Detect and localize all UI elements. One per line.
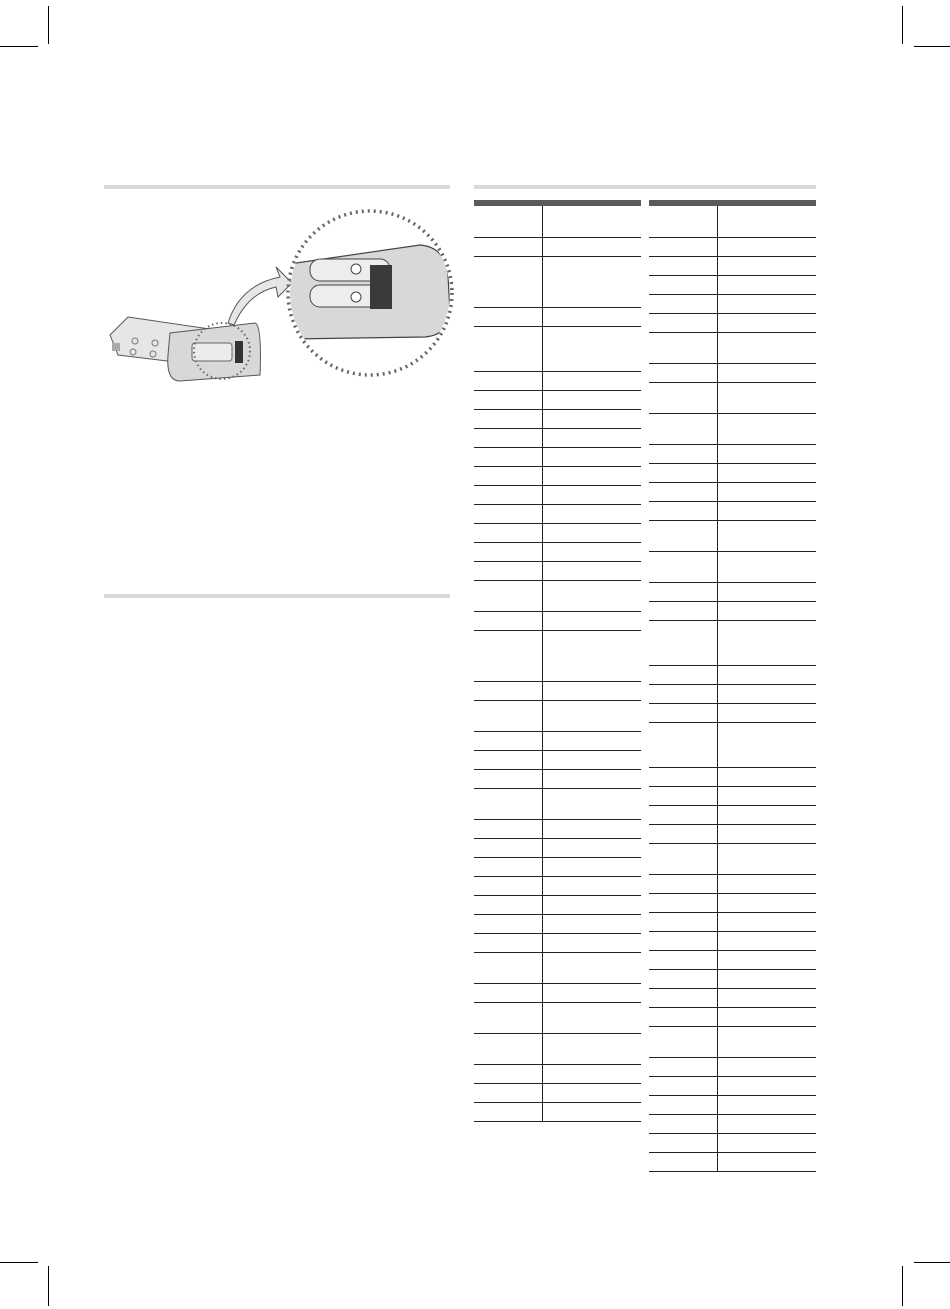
table-row [649, 931, 816, 950]
table-row [649, 1152, 816, 1171]
column-divider [542, 682, 543, 700]
column-divider [717, 913, 718, 931]
column-divider [542, 486, 543, 504]
table-row [649, 363, 816, 382]
table-row [474, 750, 641, 769]
table-row [649, 332, 816, 363]
column-divider [717, 894, 718, 912]
code-table-left [474, 200, 641, 1122]
column-divider [542, 701, 543, 731]
table-row [649, 950, 816, 969]
table-row [649, 874, 816, 893]
column-divider [717, 445, 718, 463]
code-table-right [649, 200, 816, 1172]
table-row [474, 819, 641, 838]
column-divider [717, 583, 718, 601]
table-row [649, 665, 816, 684]
table-row [474, 504, 641, 523]
table-row [649, 206, 816, 237]
table-row [649, 463, 816, 482]
column-divider [717, 1027, 718, 1057]
column-divider [542, 934, 543, 952]
table-row [474, 1102, 641, 1121]
second-section-header [104, 594, 450, 598]
table-row [649, 1057, 816, 1076]
table-section-header [474, 185, 816, 189]
table-row [649, 620, 816, 665]
column-divider [542, 581, 543, 611]
table-row [649, 805, 816, 824]
crop-mark [902, 6, 903, 44]
column-divider [717, 502, 718, 520]
table-row [649, 912, 816, 931]
column-divider [542, 820, 543, 838]
table-row [649, 256, 816, 275]
crop-mark [914, 46, 950, 47]
remote-battery-illustration [100, 205, 460, 385]
crop-mark [902, 1266, 903, 1306]
table-row [474, 523, 641, 542]
table-row [649, 413, 816, 444]
column-divider [717, 414, 718, 444]
table-row [649, 1095, 816, 1114]
table-row [474, 256, 641, 307]
column-divider [717, 333, 718, 363]
table-row [474, 485, 641, 504]
column-divider [717, 723, 718, 767]
table-row [649, 824, 816, 843]
table-row [474, 542, 641, 561]
table-row [474, 731, 641, 750]
column-divider [717, 825, 718, 843]
column-divider [717, 383, 718, 413]
column-divider [717, 787, 718, 805]
table-row [474, 983, 641, 1002]
column-divider [717, 621, 718, 665]
table-row [474, 307, 641, 326]
table-row [474, 326, 641, 371]
column-divider [542, 770, 543, 788]
remote-body [168, 323, 261, 381]
column-divider [542, 257, 543, 307]
column-divider [717, 276, 718, 294]
table-row [474, 914, 641, 933]
column-divider [542, 732, 543, 750]
column-divider [542, 1003, 543, 1033]
remote-battery-installation-image [100, 205, 460, 385]
column-divider [717, 295, 718, 313]
table-row [474, 428, 641, 447]
table-row [474, 206, 641, 237]
column-divider [717, 364, 718, 382]
column-divider [542, 839, 543, 857]
column-divider [542, 877, 543, 895]
column-divider [717, 806, 718, 824]
table-row [474, 1083, 641, 1102]
column-divider [542, 612, 543, 630]
table-row [649, 601, 816, 620]
zoom-arrow [228, 267, 292, 325]
table-row [649, 582, 816, 601]
column-divider [542, 1065, 543, 1083]
table-row [649, 551, 816, 582]
table-row [649, 1076, 816, 1095]
column-divider [542, 327, 543, 371]
table-row [649, 275, 816, 294]
column-divider [717, 1153, 718, 1171]
column-divider [542, 1034, 543, 1064]
table-row [649, 767, 816, 786]
column-divider [542, 467, 543, 485]
table-row [474, 1002, 641, 1033]
column-divider [717, 951, 718, 969]
table-row [649, 237, 816, 256]
table-row [474, 409, 641, 428]
column-divider [542, 984, 543, 1002]
column-divider [542, 543, 543, 561]
crop-mark [48, 1266, 49, 1306]
table-row [649, 684, 816, 703]
table-row [649, 703, 816, 722]
column-divider [542, 1103, 543, 1121]
column-divider [542, 448, 543, 466]
table-row [649, 969, 816, 988]
table-row [474, 1064, 641, 1083]
table-row [474, 838, 641, 857]
table-row [649, 1133, 816, 1152]
table-row [474, 1033, 641, 1064]
column-divider [542, 562, 543, 580]
table-row [474, 466, 641, 485]
column-divider [717, 552, 718, 582]
table-row [649, 1114, 816, 1133]
column-divider [542, 631, 543, 681]
table-row [649, 1026, 816, 1057]
table-row [649, 988, 816, 1007]
column-divider [542, 524, 543, 542]
table-row [649, 520, 816, 551]
table-row [649, 722, 816, 767]
column-divider [717, 989, 718, 1007]
column-divider [717, 1134, 718, 1152]
column-divider [717, 1096, 718, 1114]
table-row [474, 580, 641, 611]
crop-mark [0, 46, 38, 47]
column-divider [717, 666, 718, 684]
crop-mark [48, 6, 49, 44]
column-divider [542, 238, 543, 256]
column-divider [542, 308, 543, 326]
table-row [474, 561, 641, 580]
column-divider [542, 858, 543, 876]
table-row [474, 788, 641, 819]
table-row [474, 876, 641, 895]
column-divider [542, 206, 543, 237]
column-divider [717, 970, 718, 988]
table-row [474, 700, 641, 731]
table-row [649, 482, 816, 501]
column-divider [542, 915, 543, 933]
table-row [474, 447, 641, 466]
table-row [649, 501, 816, 520]
column-divider [717, 314, 718, 332]
battery-section-header [104, 185, 450, 189]
table-row [474, 933, 641, 952]
table-row [474, 857, 641, 876]
column-divider [542, 505, 543, 523]
column-divider [717, 1058, 718, 1076]
table-row [474, 952, 641, 983]
column-divider [542, 896, 543, 914]
table-row [474, 371, 641, 390]
column-divider [542, 372, 543, 390]
column-divider [717, 257, 718, 275]
column-divider [542, 789, 543, 819]
table-row [474, 611, 641, 630]
table-row [649, 313, 816, 332]
column-divider [542, 410, 543, 428]
column-divider [717, 768, 718, 786]
table-row [474, 630, 641, 681]
table-row [649, 843, 816, 874]
column-divider [717, 238, 718, 256]
table-row [474, 390, 641, 409]
column-divider [717, 685, 718, 703]
table-row [474, 895, 641, 914]
column-divider [717, 1008, 718, 1026]
crop-mark [914, 1262, 950, 1263]
column-divider [717, 483, 718, 501]
column-divider [717, 602, 718, 620]
table-row [649, 1007, 816, 1026]
table-row [474, 237, 641, 256]
column-divider [542, 391, 543, 409]
column-divider [717, 932, 718, 950]
table-row [649, 444, 816, 463]
column-divider [717, 875, 718, 893]
crop-mark [0, 1262, 38, 1263]
column-divider [717, 206, 718, 237]
column-divider [542, 429, 543, 447]
column-divider [542, 1084, 543, 1102]
table-row [649, 382, 816, 413]
column-divider [717, 521, 718, 551]
column-divider [717, 1077, 718, 1095]
zoom-detail [280, 205, 460, 385]
table-row [474, 681, 641, 700]
table-row [649, 786, 816, 805]
table-row [649, 294, 816, 313]
column-divider [717, 1115, 718, 1133]
column-divider [717, 464, 718, 482]
column-divider [542, 953, 543, 983]
column-divider [717, 844, 718, 874]
column-divider [542, 751, 543, 769]
table-row [474, 769, 641, 788]
table-row [649, 893, 816, 912]
column-divider [717, 704, 718, 722]
